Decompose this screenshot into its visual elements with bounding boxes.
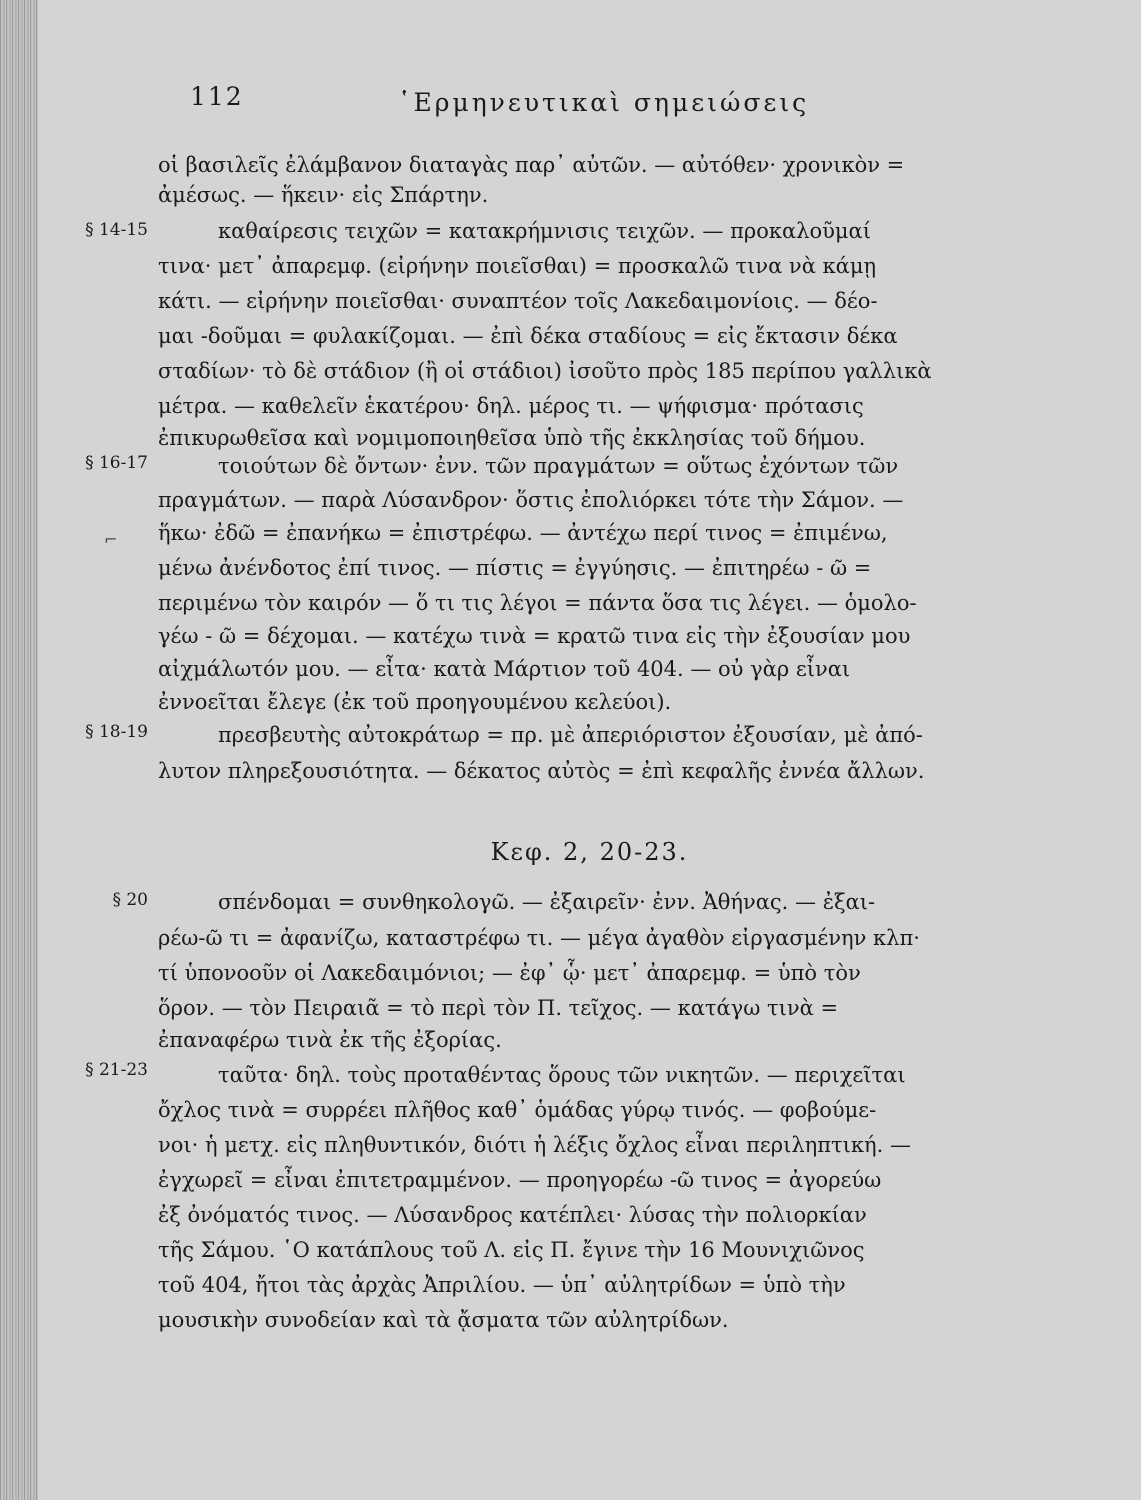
text-line: ὄχλος τινὰ = συρρέει πλῆθος καθ᾽ ὁμάδας γύρῳ τινός. — φοβούμε-	[158, 1098, 877, 1122]
running-title: ῾Ερμηνευτικαὶ σημειώσεις	[398, 88, 810, 117]
text-line: σταδίων· τὸ δὲ στάδιον (ἢ οἱ στάδιοι) ἰσοῦτο πρὸς 185 περίπου γαλλικὰ	[158, 359, 932, 383]
text-line: γέω - ῶ = δέχομαι. — κατέχω τινὰ = κρατῶ τινα εἰς τὴν ἐξουσίαν μου	[158, 624, 911, 648]
text-line: οἱ βασιλεῖς ἐλάμβανον διαταγὰς παρ᾽ αὐτῶν. — αὐτόθεν· χρονικὸν =	[158, 153, 905, 177]
section-marker: § 18-19	[85, 722, 148, 742]
text-line: περιμένω τὸν καιρόν — ὅ τι τις λέγοι = πάντα ὅσα τις λέγει. — ὁμολο-	[158, 591, 917, 615]
margin-mark: ⌐	[104, 530, 118, 549]
book-page	[38, 0, 1141, 1500]
text-line: λυτον πληρεξουσιότητα. — δέκατος αὐτὸς = ἐπὶ κεφαλῆς ἐννέα ἄλλων.	[158, 759, 925, 783]
text-line: τινα· μετ᾽ ἀπαρεμφ. (εἰρήνην ποιεῖσθαι) = προσκαλῶ τινα νὰ κάμῃ	[158, 254, 877, 278]
text-line: νοι· ἡ μετχ. εἰς πληθυντικόν, διότι ἡ λέξις ὄχλος εἶναι περιληπτική. —	[158, 1133, 911, 1157]
text-line: ἐγχωρεῖ = εἶναι ἐπιτετραμμένον. — προηγορέω -ῶ τινος = ἀγορεύω	[158, 1168, 882, 1192]
book-page-edges	[0, 0, 42, 1500]
text-line: ἐννοεῖται ἔλεγε (ἐκ τοῦ προηγουμένου κελεύοι).	[158, 690, 672, 714]
text-line: ἐξ ὀνόματός τινος. — Λύσανδρος κατέπλει· λύσας τὴν πολιορκίαν	[158, 1203, 867, 1227]
text-line: πρεσβευτὴς αὐτοκράτωρ = πρ. μὲ ἀπεριόριστον ἐξουσίαν, μὲ ἀπό-	[218, 723, 923, 747]
text-line: ἀμέσως. — ἥκειν· εἰς Σπάρτην.	[158, 183, 489, 207]
text-line: τοῦ 404, ἤτοι τὰς ἀρχὰς Ἀπριλίου. — ὑπ᾽ αὐλητρίδων = ὑπὸ τὴν	[158, 1273, 846, 1297]
page-number: 112	[190, 82, 244, 111]
section-marker: § 20	[112, 890, 148, 910]
chapter-heading: Κεφ. 2, 20-23.	[490, 838, 689, 866]
text-line: τῆς Σάμου. ῾Ο κατάπλους τοῦ Λ. εἰς Π. ἔγινε τὴν 16 Μουνιχιῶνος	[158, 1238, 865, 1262]
page-header	[38, 82, 1141, 122]
text-line: ταῦτα· δηλ. τοὺς προταθέντας ὅρους τῶν νικητῶν. — περιχεῖται	[218, 1063, 906, 1087]
text-line: ἐπικυρωθεῖσα καὶ νομιμοποιηθεῖσα ὑπὸ τῆς ἐκκλησίας τοῦ δήμου.	[158, 426, 866, 450]
text-line: τί ὑπονοοῦν οἱ Λακεδαιμόνιοι; — ἐφ᾽ ᾧ· μετ᾽ ἀπαρεμφ. = ὑπὸ τὸν	[158, 961, 861, 985]
text-line: καθαίρεσις τειχῶν = κατακρήμνισις τειχῶν. — προκαλοῦμαί	[218, 219, 871, 243]
section-marker: § 21-23	[85, 1060, 148, 1080]
text-line: μέτρα. — καθελεῖν ἑκατέρου· δηλ. μέρος τι. — ψήφισμα· πρότασις	[158, 394, 864, 418]
text-line: ρέω-ῶ τι = ἀφανίζω, καταστρέφω τι. — μέγα ἀγαθὸν εἰργασμένην κλπ·	[158, 926, 920, 950]
section-marker: § 16-17	[85, 453, 148, 473]
text-line: ὅρον. — τὸν Πειραιᾶ = τὸ περὶ τὸν Π. τεῖχος. — κατάγω τινὰ =	[158, 996, 839, 1020]
text-line: μουσικὴν συνοδείαν καὶ τὰ ᾄσματα τῶν αὐλητρίδων.	[158, 1308, 729, 1332]
text-line: κάτι. — εἰρήνην ποιεῖσθαι· συναπτέον τοῖς Λακεδαιμονίοις. — δέο-	[158, 289, 878, 313]
text-line: πραγμάτων. — παρὰ Λύσανδρον· ὅστις ἐπολιόρκει τότε τὴν Σάμον. —	[158, 488, 904, 512]
text-line: αἰχμάλωτόν μου. — εἶτα· κατὰ Μάρτιον τοῦ 404. — οὐ γὰρ εἶναι	[158, 657, 851, 681]
section-marker: § 14-15	[85, 220, 148, 240]
text-line: μένω ἀνένδοτος ἐπί τινος. — πίστις = ἐγγύησις. — ἐπιτηρέω - ῶ =	[158, 556, 872, 580]
text-line: ἐπαναφέρω τινὰ ἐκ τῆς ἐξορίας.	[158, 1028, 502, 1052]
text-line: ἥκω· ἐδῶ = ἐπανήκω = ἐπιστρέφω. — ἀντέχω περί τινος = ἐπιμένω,	[158, 521, 888, 545]
text-line: τοιούτων δὲ ὄντων· ἐνν. τῶν πραγμάτων = οὕτως ἐχόντων τῶν	[218, 454, 899, 478]
text-line: μαι -δοῦμαι = φυλακίζομαι. — ἐπὶ δέκα σταδίους = εἰς ἔκτασιν δέκα	[158, 324, 898, 348]
text-line: σπένδομαι = συνθηκολογῶ. — ἐξαιρεῖν· ἐνν. Ἀθήνας. — ἐξαι-	[218, 890, 876, 914]
